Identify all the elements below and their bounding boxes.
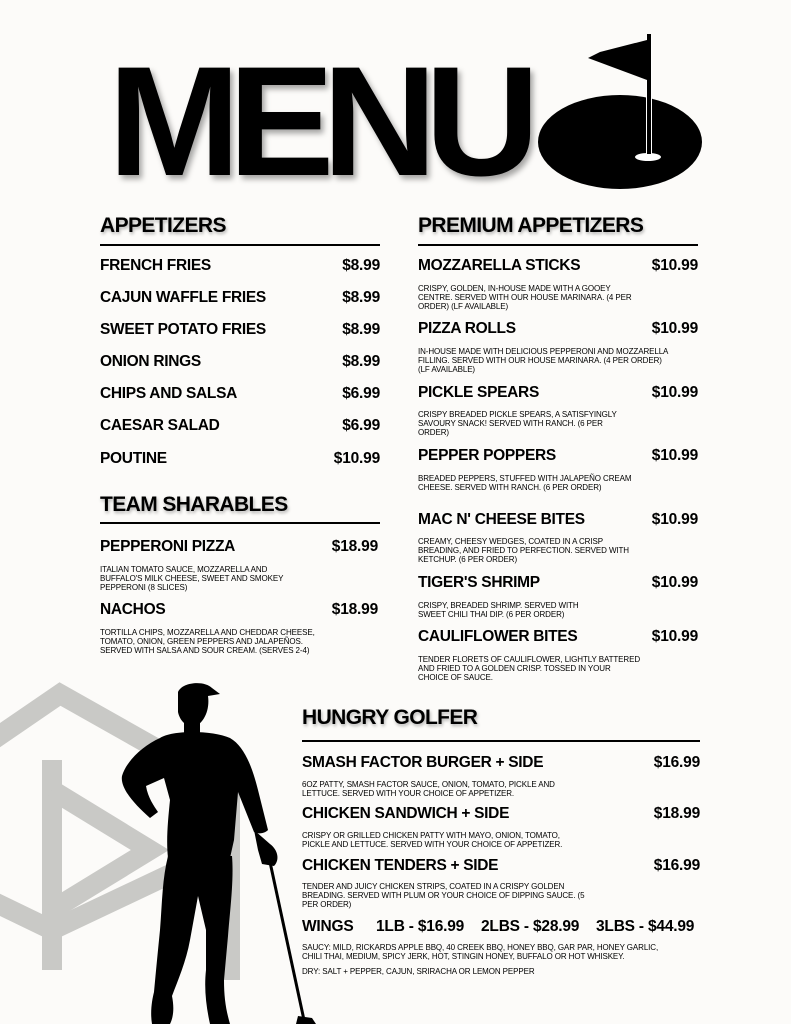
menu-item-name: PIZZA ROLLS <box>418 320 516 337</box>
menu-item-price: $6.99 <box>342 385 380 402</box>
premium-appetizers-divider <box>418 244 698 246</box>
menu-item-description: TENDER AND JUICY CHICKEN STRIPS, COATED IN A CRISPY GOLDEN BREADING. SERVED WITH PLUM OR YOUR CHOICE OF DIPPING SAUCE. (5 PER ORDER) <box>302 882 585 910</box>
menu-item-description: ITALIAN TOMATO SAUCE, MOZZARELLA AND BUFFALO'S MILK CHEESE, SWEET AND SMOKEY PEPPERONI (8 SLICES) <box>100 565 284 593</box>
menu-item-price: $10.99 <box>651 384 698 401</box>
menu-item-price: $18.99 <box>331 538 378 555</box>
menu-item-price: $10.99 <box>651 574 698 591</box>
menu-item-name: PEPPER POPPERS <box>418 447 556 464</box>
menu-item-price: $8.99 <box>342 353 380 370</box>
menu-item-description: CREAMY, CHEESY WEDGES, COATED IN A CRISP BREADING, AND FRIED TO PERFECTION. SERVED WITH KETCHUP. (6 PER ORDER) <box>418 537 629 565</box>
menu-item-description: 6OZ PATTY, SMASH FACTOR SAUCE, ONION, TOMATO, PICKLE AND LETTUCE. SERVED WITH YOUR CHOICE OF APPETIZER. <box>302 780 555 799</box>
wings-dry-list: DRY: SALT + PEPPER, CAJUN, SRIRACHA OR LEMON PEPPER <box>302 967 535 976</box>
menu-item-price: $16.99 <box>653 857 700 874</box>
page-title: MENU <box>108 35 528 209</box>
menu-item-name: ONION RINGS <box>100 353 201 370</box>
menu-item-description: CRISPY BREADED PICKLE SPEARS, A SATISFYINGLY SAVOURY SNACK! SERVED WITH RANCH. (6 PER ORDER) <box>418 410 617 438</box>
menu-item-name: FRENCH FRIES <box>100 257 211 274</box>
menu-item-name: NACHOS <box>100 601 166 618</box>
menu-item-description: IN-HOUSE MADE WITH DELICIOUS PEPPERONI AND MOZZARELLA FILLING. SERVED WITH OUR HOUSE MARINARA. (4 PER ORDER) (LF AVAILABLE) <box>418 347 668 375</box>
menu-item-price: $10.99 <box>651 257 698 274</box>
menu-item-name: CAULIFLOWER BITES <box>418 628 578 645</box>
menu-item-price: $18.99 <box>331 601 378 618</box>
golf-flag-hole-icon <box>536 30 704 190</box>
menu-item-name: CHIPS AND SALSA <box>100 385 238 402</box>
menu-item-name: SMASH FACTOR BURGER + SIDE <box>302 754 544 771</box>
menu-item-price: $10.99 <box>333 450 380 467</box>
wings-option: 3LBS - $44.99 <box>596 918 695 935</box>
menu-item-price: $8.99 <box>342 257 380 274</box>
menu-item-price: $10.99 <box>651 447 698 464</box>
menu-item-name: SWEET POTATO FRIES <box>100 321 266 338</box>
menu-item-name: MAC N' CHEESE BITES <box>418 511 585 528</box>
menu-item-name: CAJUN WAFFLE FRIES <box>100 289 266 306</box>
menu-item-description: CRISPY, GOLDEN, IN-HOUSE MADE WITH A GOOEY CENTRE. SERVED WITH OUR HOUSE MARINARA. (4 PER ORDER) (LF AVAILABLE) <box>418 284 632 312</box>
menu-item-name: PEPPERONI PIZZA <box>100 538 236 555</box>
menu-item-description: BREADED PEPPERS, STUFFED WITH JALAPEÑO CREAM CHEESE. SERVED WITH RANCH. (6 PER ORDER) <box>418 474 632 493</box>
menu-item-description: TENDER FLORETS OF CAULIFLOWER, LIGHTLY BATTERED AND FRIED TO A GOLDEN CRISP. TOSSED IN YOUR CHOICE OF SAUCE. <box>418 655 640 683</box>
menu-item-price: $16.99 <box>653 754 700 771</box>
menu-item-name: POUTINE <box>100 450 167 467</box>
menu-item-name: MOZZARELLA STICKS <box>418 257 581 274</box>
menu-item-name: CHICKEN SANDWICH + SIDE <box>302 805 510 822</box>
menu-item-price: $8.99 <box>342 321 380 338</box>
appetizers-divider <box>100 244 380 246</box>
premium-appetizers-heading: PREMIUM APPETIZERS <box>418 214 644 237</box>
wings-option: 1LB - $16.99 <box>376 918 465 935</box>
hungry-golfer-divider <box>302 740 700 742</box>
menu-item-name: CAESAR SALAD <box>100 417 220 434</box>
menu-item-price: $10.99 <box>651 320 698 337</box>
team-sharables-divider <box>100 522 380 524</box>
menu-item-price: $8.99 <box>342 289 380 306</box>
appetizers-heading: APPETIZERS <box>100 214 226 237</box>
wings-saucy-list: SAUCY: MILD, RICKARDS APPLE BBQ, 40 CREEK BBQ, HONEY BBQ, GAR PAR, HONEY GARLIC, CHILI THAI, MEDIUM, SPICY JERK, HOT, STINGIN HONEY, BUFFALO OR HOT WHISKEY. <box>302 943 659 962</box>
menu-item-price: $10.99 <box>651 628 698 645</box>
hungry-golfer-heading: HUNGRY GOLFER <box>302 706 478 729</box>
team-sharables-heading: TEAM SHARABLES <box>100 493 288 516</box>
menu-item-price: $10.99 <box>651 511 698 528</box>
menu-item-price: $6.99 <box>342 417 380 434</box>
wings-name: WINGS <box>302 918 354 935</box>
wings-option: 2LBS - $28.99 <box>481 918 580 935</box>
menu-item-description: CRISPY, BREADED SHRIMP. SERVED WITH SWEET CHILI THAI DIP. (6 PER ORDER) <box>418 601 579 620</box>
menu-item-name: PICKLE SPEARS <box>418 384 539 401</box>
golfer-silhouette <box>112 680 322 1024</box>
menu-item-price: $18.99 <box>653 805 700 822</box>
menu-item-name: TIGER'S SHRIMP <box>418 574 540 591</box>
menu-item-name: CHICKEN TENDERS + SIDE <box>302 857 499 874</box>
menu-item-description: CRISPY OR GRILLED CHICKEN PATTY WITH MAYO, ONION, TOMATO, PICKLE AND LETTUCE. SERVED WITH YOUR CHOICE OF APPETIZER. <box>302 831 563 850</box>
menu-item-description: TORTILLA CHIPS, MOZZARELLA AND CHEDDAR CHEESE, TOMATO, ONION, GREEN PEPPERS AND JALAPEÑOS. SERVED WITH SALSA AND SOUR CREAM. (SERVES 2-4) <box>100 628 315 656</box>
